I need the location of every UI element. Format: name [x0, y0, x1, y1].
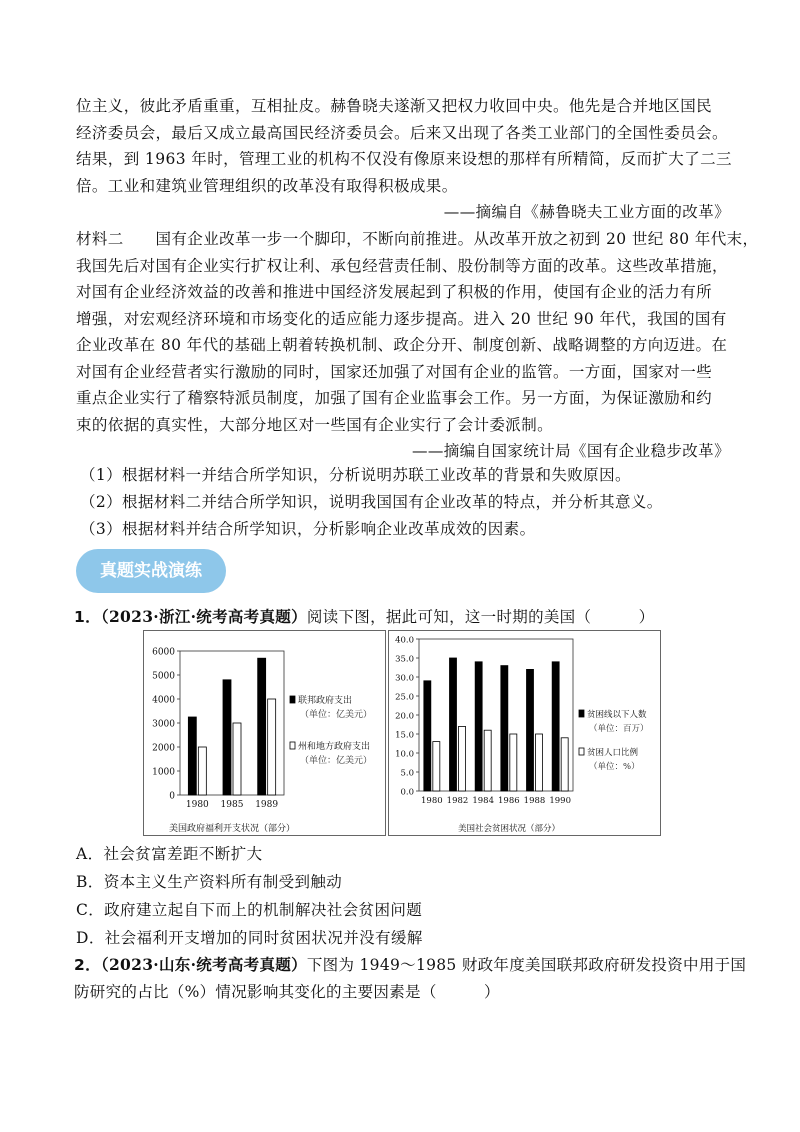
question-2-header — [74, 953, 746, 975]
option-d: D．社会福利开支增加的同时贫困状况并没有缓解 — [76, 929, 423, 947]
bar — [433, 742, 440, 791]
x-tick-label: 1980 — [421, 796, 443, 806]
section-banner: 真题实战演练 — [76, 549, 226, 593]
bar — [501, 666, 508, 791]
y-tick-label: 3000 — [152, 719, 175, 730]
question-1-header — [74, 605, 654, 627]
bar — [536, 734, 543, 791]
bar — [484, 730, 491, 791]
material-two-line: 对国有企业经济效益的改善和推进中国经济发展起到了积极的作用，使国有企业的活力有所 — [76, 283, 713, 301]
x-tick-label: 1988 — [523, 796, 546, 806]
material-one-line: 结果，到 1963 年时，管理工业的机构不仅没有像原来设想的那样有所精简，反而扩大了二三 — [76, 150, 732, 168]
material-one-line: 倍。工业和建筑业管理组织的改革没有取得积极成果。 — [76, 176, 458, 195]
material-two-line: 重点企业实行了稽察特派员制度，加强了国有企业监事会工作。另一方面，为保证激励和约 — [76, 389, 713, 407]
legend-swatch — [290, 742, 295, 749]
y-tick-label: 2000 — [152, 743, 175, 754]
legend-label: 贫困人口比例 — [587, 748, 639, 758]
y-tick-label: 5.0 — [400, 768, 414, 779]
question-stem: 下图为 1949～1985 财政年度美国联邦政府研发投资中用于国 — [306, 956, 747, 974]
y-tick-label: 0.0 — [400, 787, 414, 798]
y-tick-label: 6000 — [152, 647, 175, 658]
y-tick-label: 4000 — [152, 695, 175, 706]
material-two-line: 束的依据的真实性，大部分地区对一些国有企业实行了会计委派制。 — [76, 415, 554, 434]
legend-label: 州和地方政府支出 — [298, 742, 371, 752]
material-two-line: 增强，对宏观经济环境和市场变化的适应能力逐步提高。进入 20 世纪 90 年代，我国的国有 — [76, 309, 727, 328]
sub-question-3: （3）根据材料并结合所学知识，分析影响企业改革成效的因素。 — [80, 520, 536, 538]
bar — [475, 662, 482, 791]
option-c: C．政府建立起自下而上的机制解决社会贫困问题 — [76, 901, 423, 919]
material-two-source: ——摘编自国家统计局《国有企业稳步改革》 — [411, 442, 730, 460]
bar — [510, 734, 517, 791]
legend-label: 联邦政府支出 — [298, 696, 353, 706]
x-tick-label: 1990 — [549, 796, 571, 806]
option-a: A．社会贫富差距不断扩大 — [76, 845, 263, 863]
y-tick-label: 30.0 — [395, 673, 414, 684]
material-one-source: ——摘编自《赫鲁晓夫工业方面的改革》 — [443, 203, 730, 221]
question-source: （2023·浙江·统考高考真题） — [100, 607, 307, 626]
x-tick-label: 1989 — [255, 800, 279, 810]
material-one-line: 位主义，彼此矛盾重重，互相扯皮。赫鲁晓夫遂渐又把权力收回中央。他先是合并地区国民 — [76, 97, 713, 115]
x-tick-label: 1986 — [498, 796, 520, 806]
legend-unit: （单位：%） — [589, 762, 640, 772]
bar — [527, 669, 534, 791]
legend-unit: （单位：亿美元） — [300, 710, 373, 720]
y-tick-label: 40.0 — [395, 635, 414, 646]
x-tick-label: 1985 — [220, 800, 244, 810]
poverty-chart-frame — [388, 630, 661, 836]
legend-unit: （单位：亿美元） — [300, 756, 373, 766]
x-tick-label: 1982 — [446, 796, 469, 806]
y-tick-label: 5000 — [152, 671, 175, 682]
bar — [188, 717, 196, 795]
y-tick-label: 10.0 — [395, 749, 414, 760]
question-number: 2． — [74, 956, 101, 974]
bar — [459, 726, 466, 791]
welfare-spending-chart — [144, 631, 385, 835]
y-tick-label: 20.0 — [395, 711, 414, 722]
option-b: B．资本主义生产资料所有制受到触动 — [76, 873, 343, 891]
legend-swatch — [290, 696, 295, 703]
material-one-line: 经济委员会，最后又成立最高国民经济委员会。后来又出现了各类工业部门的全国性委员会。 — [76, 123, 728, 142]
welfare-chart-frame — [143, 630, 386, 836]
bar — [561, 738, 568, 791]
sub-question-2: （2）根据材料二并结合所学知识，说明我国国有企业改革的特点，并分析其意义。 — [80, 493, 663, 511]
material-two-line: 企业改革在 80 年代的基础上朝着转换机制、政企分开、制度创新、战略调整的方向迈进。在 — [76, 336, 728, 354]
material-one — [76, 93, 730, 226]
material-two-line: 材料二 国有企业改革一步一个脚印，不断向前推进。从改革开放之初到 20 世纪 80 年代末， — [76, 230, 759, 248]
chart-title: 美国政府福利开支状况（部分） — [168, 824, 296, 834]
question-2-stem-continued: 防研究的占比（%）情况影响其变化的主要因素是（ ） — [74, 983, 500, 1001]
material-two — [76, 226, 759, 465]
x-tick-label: 1984 — [472, 796, 494, 806]
bar — [258, 658, 266, 795]
sub-question-1: （1）根据材料一并结合所学知识，分析说明苏联工业改革的背景和失败原因。 — [80, 466, 631, 484]
bar — [223, 680, 231, 795]
legend-swatch — [579, 710, 584, 717]
legend-swatch — [579, 748, 584, 755]
legend-unit: （单位：百万） — [589, 724, 649, 734]
bar — [424, 681, 431, 791]
chart-title: 美国社会贫困状况（部分） — [457, 824, 561, 834]
bar — [450, 658, 457, 791]
y-tick-label: 25.0 — [395, 692, 414, 703]
legend-label: 贫困线以下人数 — [587, 710, 647, 720]
bar — [268, 699, 276, 795]
question-source: （2023·山东·统考高考真题） — [100, 955, 307, 974]
y-tick-label: 1000 — [152, 767, 175, 778]
material-two-line: 对国有企业经营者实行激励的同时，国家还加强了对国有企业的监管。一方面，国家对一些 — [76, 362, 713, 381]
x-tick-label: 1980 — [185, 800, 209, 810]
bar — [233, 723, 241, 795]
material-two-line: 我国先后对国有企业实行扩权让利、承包经营责任制、股份制等方面的改革。这些改革措施， — [76, 256, 728, 275]
question-stem: 阅读下图，据此可知，这一时期的美国（ ） — [306, 608, 655, 626]
bar — [552, 662, 559, 791]
y-tick-label: 15.0 — [395, 730, 414, 741]
bar — [198, 747, 206, 795]
plot-area — [419, 639, 573, 791]
question-number: 1． — [74, 608, 101, 626]
y-tick-label: 0 — [169, 791, 175, 802]
y-tick-label: 35.0 — [395, 654, 414, 665]
poverty-status-chart — [389, 631, 660, 835]
